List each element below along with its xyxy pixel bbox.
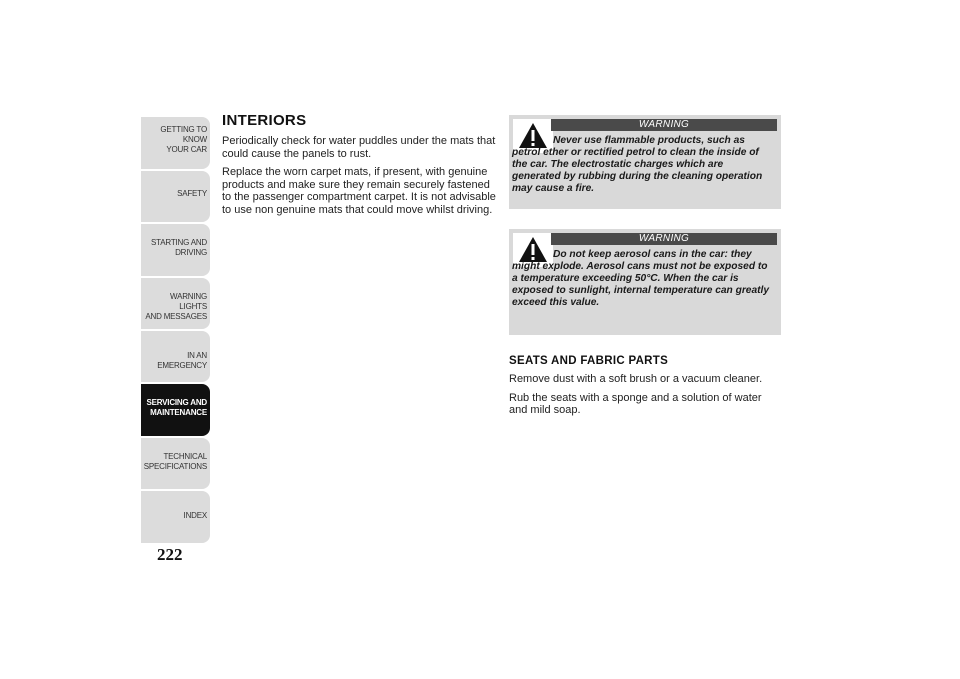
tab-getting-to-know-your-car[interactable] bbox=[141, 117, 210, 169]
tab-label: IN AN EMERGENCY bbox=[157, 351, 207, 370]
page-number: 222 bbox=[157, 545, 183, 564]
tab-servicing-and-maintenance[interactable] bbox=[141, 384, 210, 436]
paragraph: Rub the seats with a sponge and a solution of water and mild soap. bbox=[509, 391, 762, 417]
warning-heading: WARNING bbox=[551, 233, 777, 245]
paragraph: Remove dust with a soft brush or a vacuum cleaner. bbox=[509, 373, 763, 385]
tab-label: INDEX bbox=[183, 511, 207, 520]
warning-box bbox=[509, 229, 781, 335]
subsection-title: SEATS AND FABRIC PARTS bbox=[509, 355, 669, 367]
warning-box bbox=[509, 115, 781, 209]
tab-label: STARTING AND DRIVING bbox=[151, 238, 207, 257]
tab-index[interactable] bbox=[141, 491, 210, 543]
tab-label: GETTING TO KNOW YOUR CAR bbox=[160, 125, 207, 154]
warning-text: Do not keep aerosol cans in the car: they might explode. Aerosol cans must not be exposed to a temperature exceeding 50°C. When the car is exposed to sunlight, internal temperature can greatly exceed this value. bbox=[512, 249, 770, 308]
section-title: INTERIORS bbox=[222, 112, 307, 129]
tab-label: WARNING LIGHTS AND MESSAGES bbox=[145, 292, 207, 321]
warning-heading: WARNING bbox=[551, 119, 777, 131]
tab-safety[interactable] bbox=[141, 171, 210, 222]
interiors-section bbox=[222, 112, 496, 223]
tab-label: TECHNICAL SPECIFICATIONS bbox=[143, 452, 207, 471]
paragraph: Periodically check for water puddles under the mats that could cause the panels to rust. bbox=[222, 135, 496, 160]
tab-warning-lights-and-messages[interactable] bbox=[141, 278, 210, 329]
tab-label: SERVICING AND MAINTENANCE bbox=[146, 398, 207, 417]
tab-starting-and-driving[interactable] bbox=[141, 224, 210, 276]
warning-text: Never use flammable products, such as petrol ether or rectified petrol to clean the inside of the car. The electrostatic charges which are generated by rubbing during the cleaning operation may cause a fire. bbox=[512, 135, 763, 194]
tab-technical-specifications[interactable] bbox=[141, 438, 210, 489]
paragraph: Replace the worn carpet mats, if present, with genuine products and make sure they remain securely fastened to the passenger compartment carpet. It is not advisable to use non genuine mats that could move whilst driving. bbox=[222, 166, 496, 216]
tab-in-an-emergency[interactable] bbox=[141, 331, 210, 382]
seats-section bbox=[509, 355, 781, 423]
tab-label: SAFETY bbox=[177, 189, 207, 198]
